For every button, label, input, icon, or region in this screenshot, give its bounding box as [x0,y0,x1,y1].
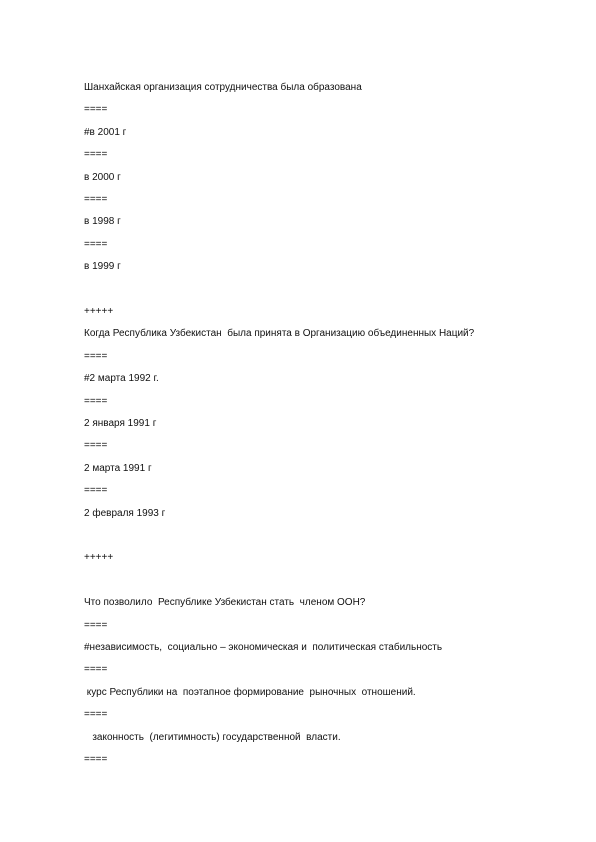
answer-1-option: в 1998 г [84,216,121,227]
separator: ==== [84,620,108,631]
answer-3-correct: #независимость, социально – экономическая и политическая стабильность [84,642,443,653]
answer-2-option: 2 марта 1991 г [84,463,152,474]
question-3-text: Что позволило Республике Узбекистан стать членом ООН? [84,597,366,608]
answer-2-option: 2 февраля 1993 г [84,508,166,519]
answer-3-option: курс Республики на поэтапное формирование рыночных отношений. [84,687,416,698]
answer-2-correct: #2 марта 1992 г. [84,373,159,384]
separator: ==== [84,194,108,205]
separator: ==== [84,664,108,675]
separator: ==== [84,485,108,496]
answer-1-correct: #в 2001 г [84,127,127,138]
separator: ==== [84,396,108,407]
question-divider: +++++ [84,306,114,317]
question-1-text: Шанхайская организация сотрудничества была образована [84,82,362,93]
question-2-text: Когда Республика Узбекистан была принята в Организацию объединенных Наций? [84,328,475,339]
question-divider: +++++ [84,552,114,563]
separator: ==== [84,104,108,115]
separator: ==== [84,351,108,362]
answer-1-option: в 1999 г [84,261,121,272]
separator: ==== [84,709,108,720]
answer-2-option: 2 января 1991 г [84,418,157,429]
separator: ==== [84,440,108,451]
separator: ==== [84,149,108,160]
separator: ==== [84,239,108,250]
separator: ==== [84,754,108,765]
answer-3-option: законность (легитимность) государственной власти. [84,732,341,743]
answer-1-option: в 2000 г [84,172,121,183]
